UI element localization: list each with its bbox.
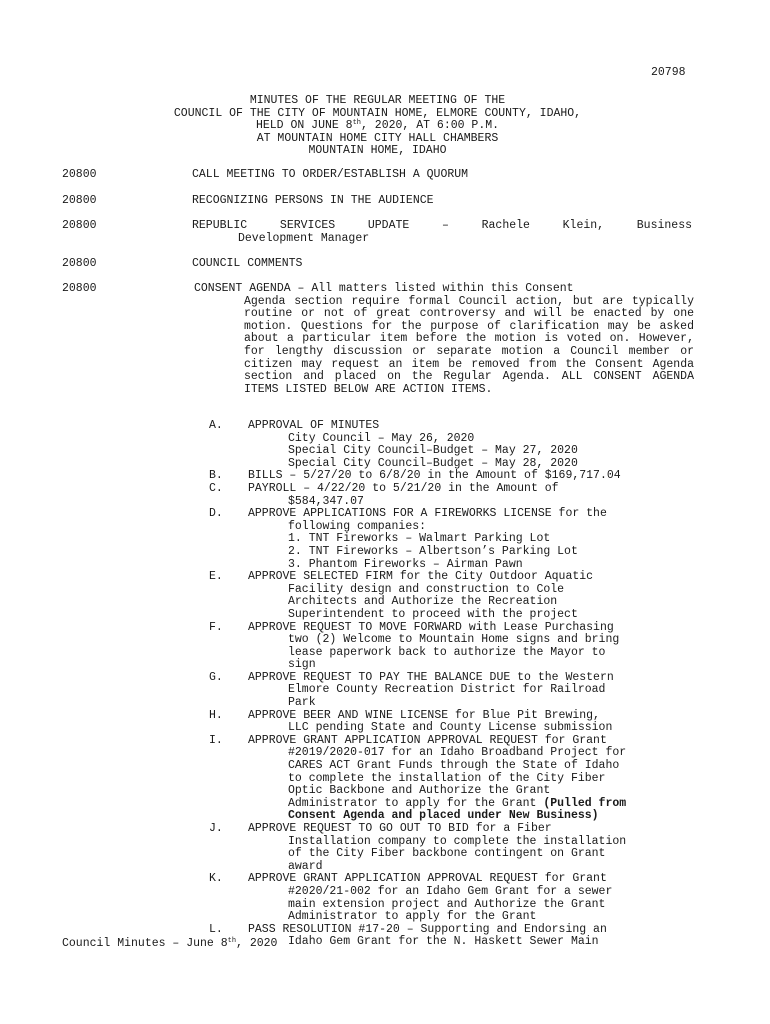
title-line: MOUNTAIN HOME, IDAHO <box>308 144 447 158</box>
item-line: sign <box>288 658 316 672</box>
item-line: to complete the installation of the City Fiber <box>288 771 606 785</box>
item-line: City Council – May 26, 2020 <box>288 431 475 445</box>
entry-text: RECOGNIZING PERSONS IN THE AUDIENCE <box>192 194 434 207</box>
item-line: Idaho Gem Grant for the N. Haskett Sewer Main <box>288 935 599 949</box>
consent-agenda-items <box>62 420 702 949</box>
item-line: LLC pending State and County License submission <box>288 721 613 735</box>
item-lead: BILLS – 5/27/20 to 6/8/20 in the Amount of $169,717.04 <box>248 469 621 483</box>
item-line: 1. TNT Fireworks – Walmart Parking Lot <box>288 532 551 546</box>
item-letter: C. <box>209 481 223 495</box>
item-line: Special City Council–Budget – May 27, 2020 <box>288 444 578 458</box>
item-letter: E. <box>209 570 223 584</box>
item-lead: APPROVE GRANT APPLICATION APPROVAL REQUEST for Grant <box>248 733 607 747</box>
consent-item-f <box>62 622 702 672</box>
item-line: main extension project and Authorize the Grant <box>288 897 606 911</box>
consent-item-a <box>62 420 702 470</box>
consent-item-k <box>62 873 702 923</box>
item-line: Installation company to complete the installation <box>288 834 627 848</box>
consent-agenda-text <box>194 283 694 396</box>
item-lead: APPROVE REQUEST TO PAY THE BALANCE DUE to the Western <box>248 670 614 684</box>
title-line: MINUTES OF THE REGULAR MEETING OF THE <box>249 94 506 107</box>
consent-item-c <box>62 483 702 508</box>
item-line: Optic Backbone and Authorize the Grant <box>288 784 551 798</box>
item-letter: J. <box>209 822 223 835</box>
item-line: 3. Phantom Fireworks – Airman Pawn <box>288 557 523 571</box>
item-line: Elmore County Recreation District for Railroad <box>288 683 606 697</box>
item-letter: K. <box>209 872 223 886</box>
item-lead: PAYROLL – 4/22/20 to 5/21/20 in the Amount of <box>248 481 559 495</box>
entry-number: 20800 <box>62 219 97 232</box>
item-line: award <box>288 859 323 873</box>
consent-item-d <box>62 508 702 571</box>
item-line: of the City Fiber backbone contingent on Grant <box>288 847 606 861</box>
entry-text <box>192 220 692 245</box>
minutes-title <box>100 95 655 158</box>
title-line: AT MOUNTAIN HOME CITY HALL CHAMBERS <box>256 131 499 145</box>
item-letter: L. <box>209 922 223 936</box>
item-letter: I. <box>209 733 223 747</box>
item-lead: APPROVE APPLICATIONS FOR A FIREWORKS LICENSE for the <box>248 507 607 521</box>
item-lead: APPROVE REQUEST TO GO OUT TO BID for a Fiber <box>248 822 552 835</box>
item-line: #2019/2020-017 for an Idaho Broadband Project for <box>288 746 627 760</box>
item-letter: A. <box>209 419 223 432</box>
title-line: COUNCIL OF THE CITY OF MOUNTAIN HOME, ELMORE COUNTY, IDAHO, <box>173 106 582 120</box>
consent-item-j <box>62 823 702 873</box>
consent-item-e <box>62 571 702 621</box>
entry-number: 20800 <box>62 257 97 270</box>
item-lead: APPROVE GRANT APPLICATION APPROVAL REQUEST for Grant <box>248 872 607 886</box>
title-text: HELD ON JUNE 8 <box>255 119 353 133</box>
consent-item-i <box>62 735 702 823</box>
item-letter: G. <box>209 670 223 684</box>
entry-number: 20800 <box>62 194 97 207</box>
item-line: Park <box>288 696 316 710</box>
page-footer <box>62 938 277 951</box>
title-text: , 2020, AT 6:00 P.M. <box>361 119 500 133</box>
item-lead: APPROVE SELECTED FIRM for the City Outdoor Aquatic <box>248 570 594 584</box>
item-lead: APPROVE REQUEST TO MOVE FORWARD with Lease Purchasing <box>248 620 614 634</box>
entry-text: COUNCIL COMMENTS <box>192 257 303 270</box>
item-lead: APPROVE BEER AND WINE LICENSE for Blue Pit Brewing, <box>248 708 600 722</box>
item-line: lease paperwork back to authorize the Mayor to <box>288 645 606 659</box>
footer-text: , 2020 <box>236 937 278 950</box>
item-line: Facility design and construction to Cole <box>288 582 565 596</box>
title-superscript: th <box>352 119 361 128</box>
footer-text: Council Minutes – June 8 <box>62 937 228 950</box>
entry-number: 20800 <box>62 282 97 295</box>
item-lead: PASS RESOLUTION #17-20 – Supporting and Endorsing an <box>248 922 607 936</box>
item-letter: B. <box>209 469 223 483</box>
item-line: two (2) Welcome to Mountain Home signs and bring <box>288 633 620 647</box>
item-line: CARES ACT Grant Funds through the State of Idaho <box>288 759 620 773</box>
item-text: Administrator to apply for the Grant <box>288 796 544 810</box>
item-letter: H. <box>209 708 223 722</box>
footer-superscript: th <box>227 937 237 945</box>
item-line: following companies: <box>288 519 427 533</box>
entry-text-line: REPUBLIC SERVICES UPDATE – Rachele Klein, Business <box>192 219 692 232</box>
item-line: Superintendent to proceed with the project <box>288 607 578 621</box>
item-line: 2. TNT Fireworks – Albertson’s Parking Lot <box>288 544 578 558</box>
title-line <box>100 120 655 133</box>
item-line: $584,347.07 <box>288 494 364 508</box>
consent-agenda-first-line: CONSENT AGENDA – All matters listed within this Consent <box>194 282 574 295</box>
item-line: Architects and Authorize the Recreation <box>288 595 558 609</box>
pulled-note: Consent Agenda and placed under New Business) <box>288 809 599 823</box>
page-number: 20798 <box>651 66 686 79</box>
consent-item-h <box>62 710 702 735</box>
item-letter: D. <box>209 507 223 521</box>
item-line: Special City Council–Budget – May 28, 2020 <box>288 456 578 470</box>
entry-text: CALL MEETING TO ORDER/ESTABLISH A QUORUM <box>192 168 469 181</box>
consent-agenda-description: Agenda section require formal Council action, but are typically routine or not of great controversy and will be enacted by one motion. Questions for the purpose of clarification may be asked about a particular item before the motion is voted on. However, for lengthy discussion or separate motion a Council member or citizen may request an item be removed from the Consent Agenda section and placed on the Regular Agenda. ALL CONSENT AGENDA ITEMS LISTED BELOW ARE ACTION ITEMS. <box>244 294 694 396</box>
item-lead: APPROVAL OF MINUTES <box>248 419 380 432</box>
item-letter: F. <box>209 620 223 634</box>
consent-item-g <box>62 672 702 710</box>
entry-number: 20800 <box>62 168 97 181</box>
item-line: #2020/21-002 for an Idaho Gem Grant for a sewer <box>288 884 613 898</box>
entry-text-line: Development Manager <box>238 231 370 245</box>
item-line: Administrator to apply for the Grant <box>288 910 537 924</box>
pulled-note: (Pulled from <box>543 796 627 810</box>
